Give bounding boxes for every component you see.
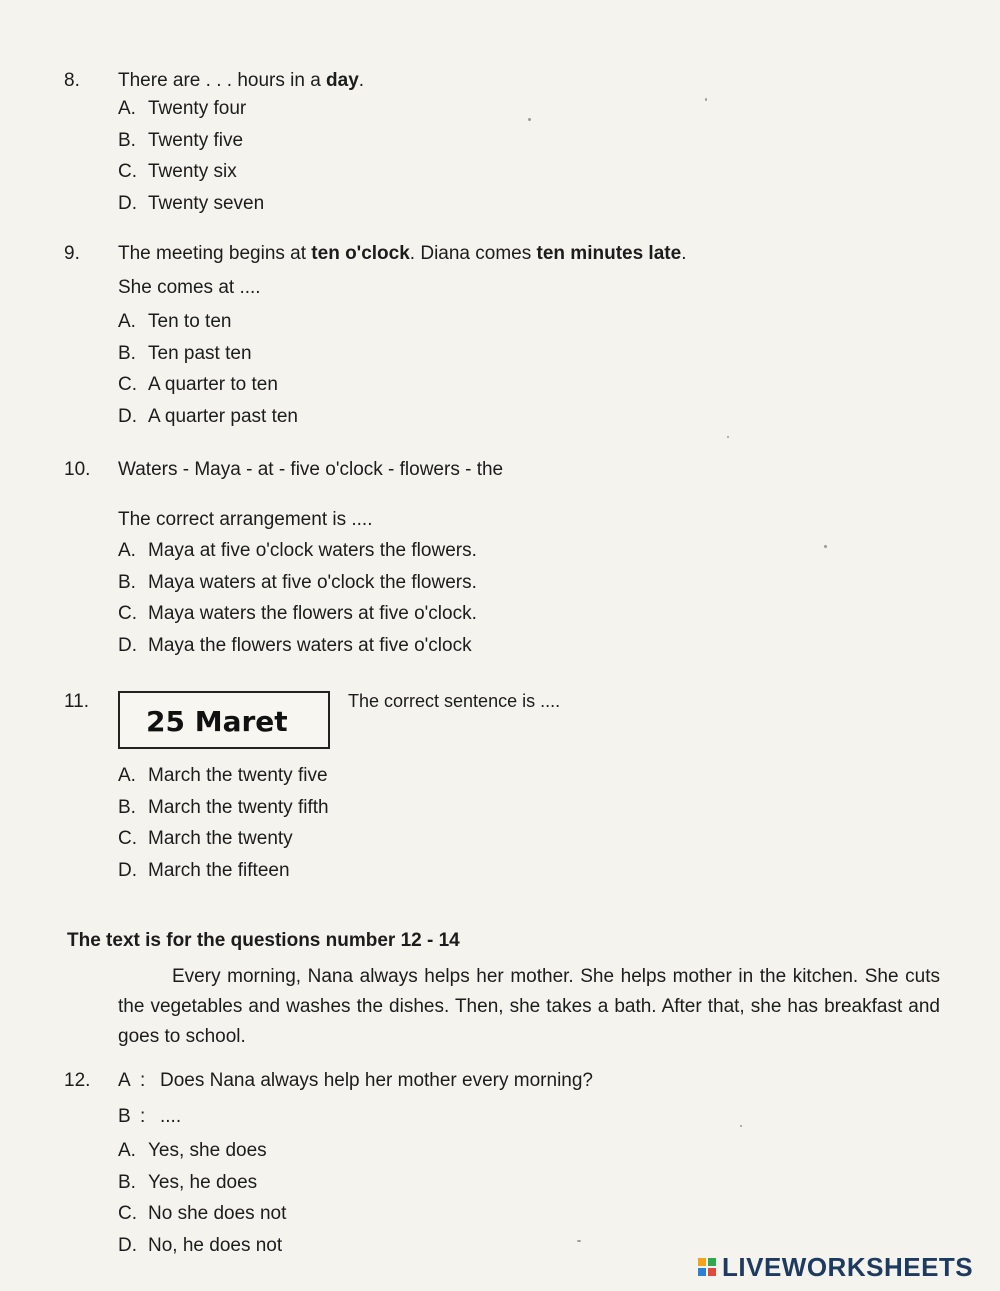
option-b[interactable]: B. Yes, he does bbox=[118, 1171, 258, 1193]
option-a[interactable]: A. Maya at five o'clock waters the flowers. bbox=[118, 540, 477, 561]
option-a[interactable]: A. Yes, she does bbox=[118, 1140, 267, 1161]
question-number: 10. bbox=[64, 459, 91, 480]
date-text: 25 Maret bbox=[146, 705, 288, 738]
option-list bbox=[118, 98, 264, 224]
option-c[interactable]: C. March the twenty bbox=[118, 828, 293, 849]
scan-speck bbox=[727, 436, 729, 438]
option-d[interactable]: D. March the fifteen bbox=[118, 859, 290, 881]
option-list bbox=[118, 765, 329, 891]
option-b[interactable]: B. Maya waters at five o'clock the flowers. bbox=[118, 571, 477, 593]
option-list bbox=[118, 1140, 286, 1266]
option-c[interactable]: C. A quarter to ten bbox=[118, 374, 278, 395]
dialog-line-b: B : .... bbox=[118, 1106, 182, 1127]
option-a[interactable]: A. Ten to ten bbox=[118, 311, 232, 332]
question-stem-line2: She comes at .... bbox=[118, 277, 261, 298]
option-d[interactable]: D. No, he does not bbox=[118, 1234, 283, 1256]
question-number: 11. bbox=[64, 691, 90, 712]
option-b[interactable]: B. Ten past ten bbox=[118, 342, 252, 364]
option-c[interactable]: C. Maya waters the flowers at five o'clock. bbox=[118, 603, 477, 624]
question-stem: The meeting begins at ten o'clock. Diana comes ten minutes late. bbox=[118, 243, 687, 264]
scan-speck bbox=[740, 1125, 742, 1127]
option-d[interactable]: D. A quarter past ten bbox=[118, 405, 298, 427]
question-stem-line2: The correct arrangement is .... bbox=[118, 509, 373, 530]
option-list bbox=[118, 540, 477, 666]
question-number: 12. bbox=[64, 1070, 91, 1091]
question-stem: Waters - Maya - at - five o'clock - flowers - the bbox=[118, 459, 504, 480]
option-b[interactable]: B. March the twenty fifth bbox=[118, 796, 329, 818]
date-box bbox=[118, 691, 330, 749]
question-number: 9. bbox=[64, 243, 80, 264]
option-a[interactable]: A. March the twenty five bbox=[118, 765, 328, 786]
option-list bbox=[118, 311, 298, 437]
option-d[interactable]: D. Twenty seven bbox=[118, 192, 265, 214]
option-a[interactable]: A. Twenty four bbox=[118, 98, 247, 119]
question-stem: There are . . . hours in a day. bbox=[118, 70, 365, 91]
scan-speck bbox=[824, 545, 827, 548]
scan-speck bbox=[705, 98, 707, 101]
option-d[interactable]: D. Maya the flowers waters at five o'clock bbox=[118, 634, 472, 656]
dialog-line-a: A : Does Nana always help her mother every morning? bbox=[118, 1070, 593, 1091]
question-number: 8. bbox=[64, 70, 80, 91]
option-b[interactable]: B. Twenty five bbox=[118, 129, 244, 151]
option-c[interactable]: C. No she does not bbox=[118, 1203, 287, 1224]
logo-icon bbox=[698, 1258, 716, 1276]
scan-speck bbox=[528, 118, 531, 121]
question-stem: The correct sentence is .... bbox=[348, 691, 561, 711]
liveworksheets-logo bbox=[698, 1253, 973, 1281]
option-c[interactable]: C. Twenty six bbox=[118, 161, 237, 182]
reading-passage: Every morning, Nana always helps her mother. She helps mother in the kitchen. She cuts the vegetables and washes the dishes. Then, she takes a bath. After that, she has breakfast and goes to school. bbox=[118, 966, 940, 1047]
section-title: The text is for the questions number 12 - 14 bbox=[67, 930, 460, 951]
logo-text: LIVEWORKSHEETS bbox=[722, 1251, 974, 1282]
scan-speck bbox=[577, 1240, 581, 1242]
